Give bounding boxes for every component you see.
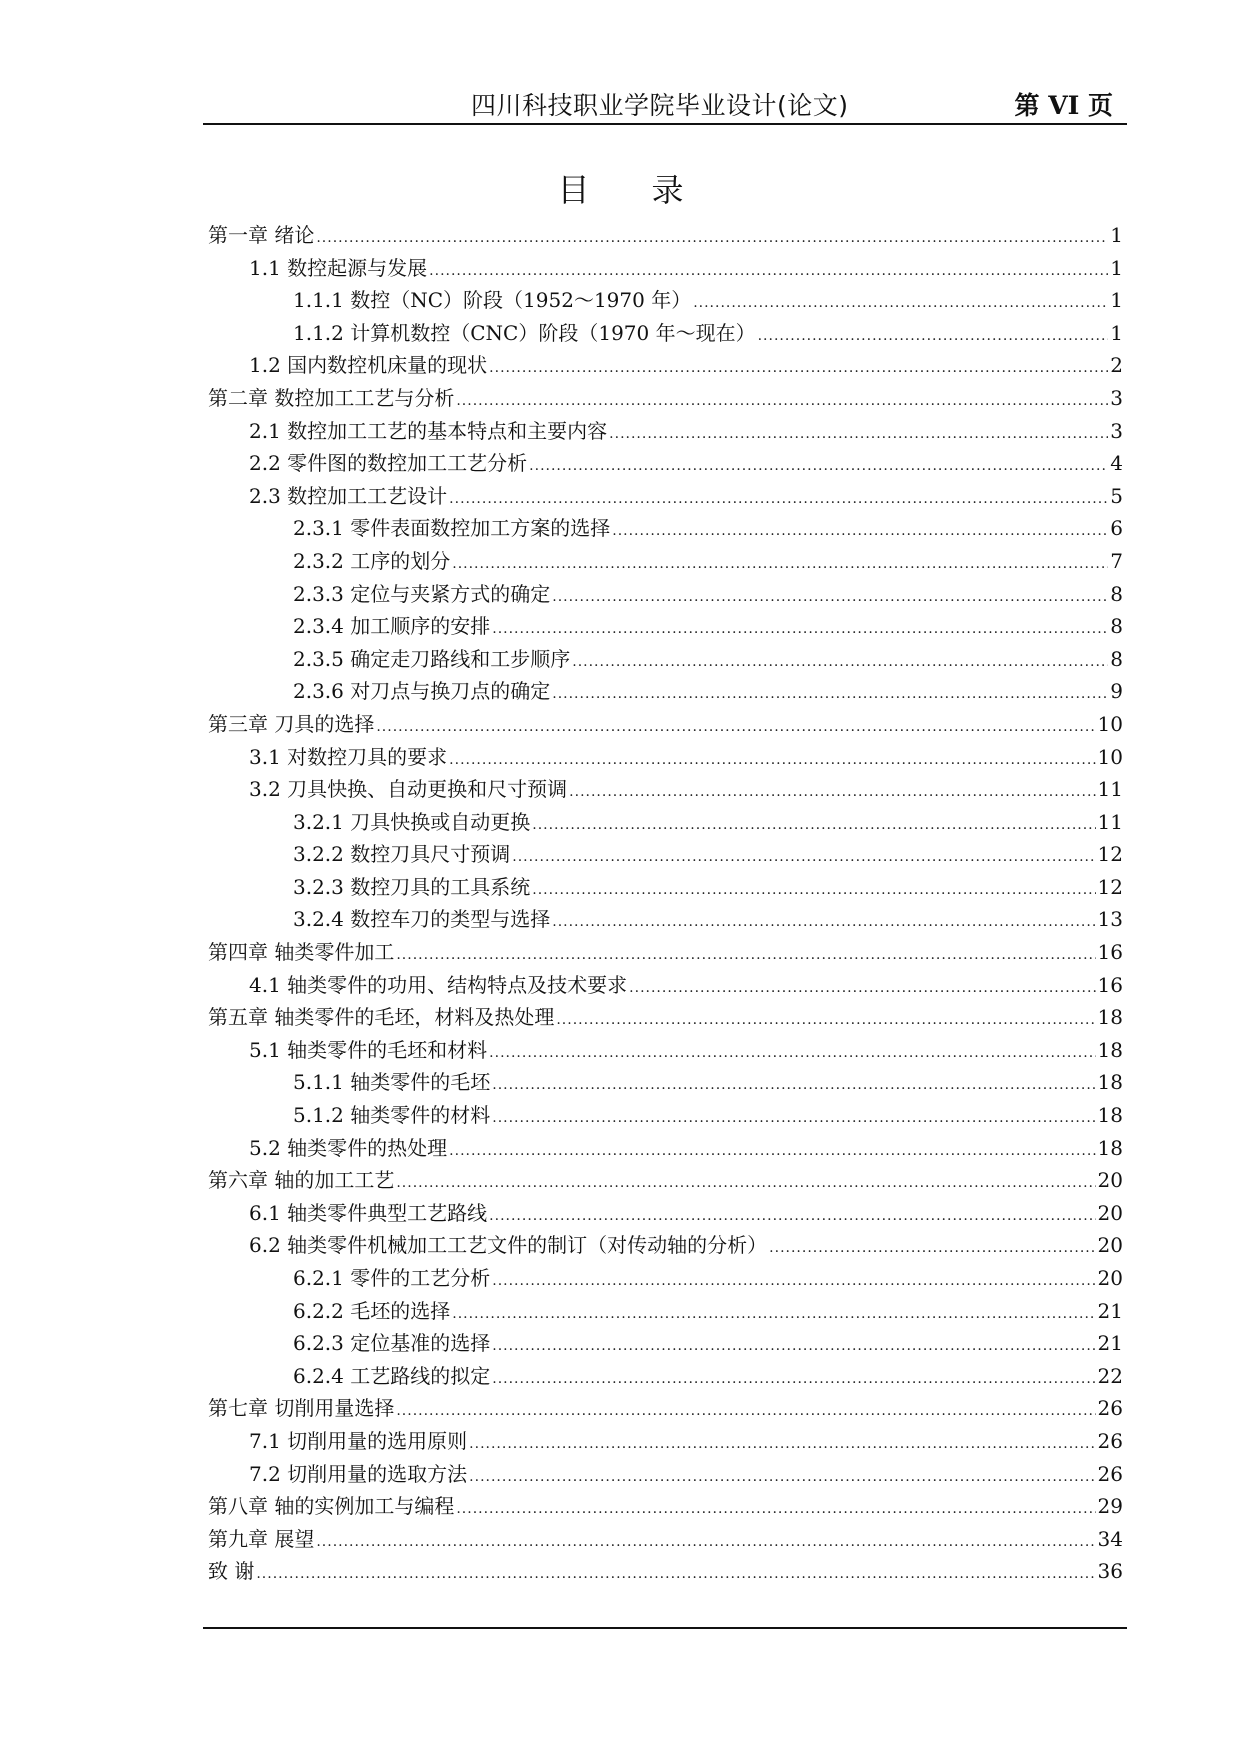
toc-entry-label: 3.2.4 数控车刀的类型与选择 bbox=[293, 907, 551, 932]
toc-entry-label: 7.2 切削用量的选取方法 bbox=[249, 1461, 468, 1486]
toc-entry-label: 3.2.3 数控刀具的工具系统 bbox=[293, 874, 531, 899]
toc-entry[interactable] bbox=[208, 1066, 1123, 1099]
toc-entry[interactable] bbox=[208, 1099, 1123, 1132]
toc-dot-leader bbox=[449, 483, 1108, 516]
toc-entry-label: 4.1 轴类零件的功用、结构特点及技术要求 bbox=[249, 972, 628, 997]
toc-entry-label: 2.3.4 加工顺序的安排 bbox=[293, 614, 491, 639]
toc-dot-leader bbox=[489, 1200, 1095, 1233]
toc-entry-page: 16 bbox=[1097, 940, 1123, 965]
toc-entry[interactable] bbox=[208, 1523, 1123, 1556]
toc-dot-leader bbox=[556, 1004, 1095, 1037]
toc-entry-label: 2.2 零件图的数控加工工艺分析 bbox=[249, 451, 528, 476]
toc-entry-label: 6.2.2 毛坯的选择 bbox=[293, 1298, 451, 1323]
toc-entry-label: 2.3 数控加工工艺设计 bbox=[249, 483, 448, 508]
toc-entry-page: 12 bbox=[1097, 842, 1123, 867]
toc-entry[interactable] bbox=[208, 252, 1123, 285]
toc-entry-page: 18 bbox=[1097, 1037, 1123, 1062]
toc-entry-label: 1.1.1 数控（NC）阶段（1952～1970 年） bbox=[293, 288, 692, 313]
toc-entry[interactable] bbox=[208, 578, 1123, 611]
toc-entry[interactable] bbox=[208, 1458, 1123, 1491]
toc-entry[interactable] bbox=[208, 512, 1123, 545]
toc-entry-label: 第八章 轴的实例加工与编程 bbox=[208, 1494, 455, 1519]
toc-dot-leader bbox=[396, 1167, 1095, 1200]
toc-entry-label: 第九章 展望 bbox=[208, 1526, 315, 1551]
toc-dot-leader bbox=[469, 1428, 1095, 1461]
toc-entry-page: 34 bbox=[1097, 1526, 1123, 1551]
toc-entry-page: 7 bbox=[1110, 548, 1123, 573]
toc-entry-page: 11 bbox=[1097, 809, 1123, 834]
toc-entry-label: 1.1.2 计算机数控（CNC）阶段（1970 年～现在） bbox=[293, 320, 756, 345]
toc-entry-page: 21 bbox=[1097, 1298, 1123, 1323]
toc-dot-leader bbox=[552, 906, 1095, 939]
toc-dot-leader bbox=[769, 1232, 1095, 1265]
toc-dot-leader bbox=[376, 711, 1095, 744]
toc-entry-page: 20 bbox=[1097, 1168, 1123, 1193]
toc-dot-leader bbox=[492, 613, 1108, 646]
toc-entry-label: 第一章 绪论 bbox=[208, 223, 315, 247]
toc-entry-page: 20 bbox=[1097, 1266, 1123, 1290]
toc-entry[interactable] bbox=[208, 1132, 1123, 1165]
toc-entry[interactable] bbox=[208, 1197, 1123, 1230]
toc-entry[interactable] bbox=[208, 219, 1123, 252]
toc-entry-label: 6.2.4 工艺路线的拟定 bbox=[293, 1363, 491, 1388]
page-header bbox=[203, 80, 1127, 124]
toc-entry-label: 3.2.2 数控刀具尺寸预调 bbox=[293, 842, 511, 867]
toc-entry-page: 20 bbox=[1097, 1200, 1123, 1225]
toc-entry-label: 2.3.2 工序的划分 bbox=[293, 548, 451, 573]
toc-entry[interactable] bbox=[208, 480, 1123, 513]
toc-dot-leader bbox=[396, 939, 1095, 972]
toc-entry-label: 3.2.1 刀具快换或自动更换 bbox=[293, 809, 531, 834]
toc-entry-page: 22 bbox=[1097, 1363, 1123, 1388]
toc-entry-label: 2.1 数控加工工艺的基本特点和主要内容 bbox=[249, 418, 608, 443]
toc-dot-leader bbox=[429, 255, 1108, 288]
toc-entry-page: 6 bbox=[1110, 516, 1123, 541]
toc-dot-leader bbox=[529, 450, 1108, 483]
toc-dot-leader bbox=[512, 841, 1095, 874]
toc-entry[interactable] bbox=[208, 1392, 1123, 1425]
toc-dot-leader bbox=[492, 1330, 1095, 1363]
toc-entry-label: 1.2 国内数控机床量的现状 bbox=[249, 353, 488, 378]
toc-dot-leader bbox=[492, 1069, 1095, 1102]
toc-entry-label: 第五章 轴类零件的毛坯，材料及热处理 bbox=[208, 1005, 555, 1030]
toc-entry[interactable] bbox=[208, 1295, 1123, 1328]
toc-entry[interactable] bbox=[208, 1327, 1123, 1360]
toc-entry[interactable] bbox=[208, 1360, 1123, 1393]
toc-dot-leader bbox=[572, 646, 1108, 679]
toc-entry[interactable] bbox=[208, 1262, 1123, 1295]
toc-entry-page: 10 bbox=[1097, 744, 1123, 769]
toc-dot-leader bbox=[612, 515, 1108, 548]
toc-entry-label: 第三章 刀具的选择 bbox=[208, 711, 375, 736]
toc-dot-leader bbox=[489, 1037, 1095, 1070]
toc-entry-page: 21 bbox=[1097, 1331, 1123, 1356]
toc-dot-leader bbox=[449, 744, 1095, 777]
toc-entry[interactable] bbox=[208, 936, 1123, 969]
toc-entry-label: 2.3.1 零件表面数控加工方案的选择 bbox=[293, 516, 611, 541]
toc-entry[interactable] bbox=[208, 382, 1123, 415]
toc-entry-label: 致 谢 bbox=[208, 1559, 255, 1584]
toc-entry[interactable] bbox=[208, 969, 1123, 1002]
toc-entry[interactable] bbox=[208, 806, 1123, 839]
toc-entry[interactable] bbox=[208, 773, 1123, 806]
toc-entry[interactable] bbox=[208, 1425, 1123, 1458]
toc-entry-page: 4 bbox=[1110, 451, 1123, 476]
toc-entry[interactable] bbox=[208, 1034, 1123, 1067]
toc-entry[interactable] bbox=[208, 447, 1123, 480]
toc-entry[interactable] bbox=[208, 349, 1123, 382]
toc-dot-leader bbox=[469, 1461, 1095, 1494]
toc-entry-label: 5.1.1 轴类零件的毛坯 bbox=[293, 1070, 491, 1095]
toc-entry-label: 6.1 轴类零件典型工艺路线 bbox=[249, 1200, 488, 1225]
toc-entry[interactable] bbox=[208, 545, 1123, 578]
toc-entry-label: 3.1 对数控刀具的要求 bbox=[249, 744, 448, 769]
toc-dot-leader bbox=[532, 809, 1095, 842]
toc-dot-leader bbox=[492, 1102, 1095, 1135]
toc-entry-label: 3.2 刀具快换、自动更换和尺寸预调 bbox=[249, 777, 568, 802]
toc-entry[interactable] bbox=[208, 317, 1123, 350]
toc-entry[interactable] bbox=[208, 610, 1123, 643]
toc-dot-leader bbox=[452, 1298, 1095, 1331]
toc-entry-label: 7.1 切削用量的选用原则 bbox=[249, 1428, 468, 1453]
toc-entry[interactable] bbox=[208, 1490, 1123, 1523]
toc-dot-leader bbox=[552, 581, 1108, 614]
toc-dot-leader bbox=[492, 1363, 1095, 1396]
toc-entry-page: 1 bbox=[1110, 223, 1123, 247]
toc-dot-leader bbox=[456, 385, 1108, 418]
toc-entry[interactable] bbox=[208, 675, 1123, 708]
toc-entry-page: 5 bbox=[1110, 483, 1123, 508]
toc-entry-page: 26 bbox=[1097, 1396, 1123, 1421]
toc-dot-leader bbox=[489, 352, 1108, 385]
toc-dot-leader bbox=[758, 320, 1109, 353]
toc-dot-leader bbox=[316, 1526, 1095, 1559]
toc-entry-label: 5.1 轴类零件的毛坯和材料 bbox=[249, 1037, 488, 1062]
toc-entry-page: 3 bbox=[1110, 418, 1123, 443]
toc-entry-page: 1 bbox=[1110, 255, 1123, 280]
toc-entry-page: 11 bbox=[1097, 777, 1123, 802]
toc-entry[interactable] bbox=[208, 1229, 1123, 1262]
toc-entry[interactable] bbox=[208, 871, 1123, 904]
toc-dot-leader bbox=[396, 1395, 1095, 1428]
toc-entry-page: 12 bbox=[1097, 874, 1123, 899]
toc-entry[interactable] bbox=[208, 415, 1123, 448]
toc-dot-leader bbox=[316, 222, 1108, 255]
toc-entry-page: 26 bbox=[1097, 1461, 1123, 1486]
table-of-contents bbox=[208, 219, 1123, 1588]
toc-dot-leader bbox=[492, 1265, 1095, 1298]
toc-entry-label: 5.1.2 轴类零件的材料 bbox=[293, 1103, 491, 1128]
toc-entry-page: 1 bbox=[1110, 320, 1123, 345]
toc-entry-label: 2.3.3 定位与夹紧方式的确定 bbox=[293, 581, 551, 606]
toc-entry-page: 29 bbox=[1097, 1494, 1123, 1519]
toc-dot-leader bbox=[552, 678, 1108, 711]
toc-entry-label: 第六章 轴的加工工艺 bbox=[208, 1168, 395, 1193]
toc-entry-page: 36 bbox=[1097, 1559, 1123, 1584]
toc-entry-page: 3 bbox=[1110, 385, 1123, 410]
toc-entry-label: 6.2 轴类零件机械加工工艺文件的制订（对传动轴的分析） bbox=[249, 1233, 768, 1258]
toc-entry[interactable] bbox=[208, 838, 1123, 871]
toc-entry-page: 2 bbox=[1110, 353, 1123, 378]
toc-dot-leader bbox=[449, 1135, 1095, 1168]
header-title: 四川科技职业学院毕业设计(论文) bbox=[471, 91, 849, 120]
toc-dot-leader bbox=[456, 1493, 1095, 1526]
toc-entry[interactable] bbox=[208, 903, 1123, 936]
toc-entry-label: 第二章 数控加工工艺与分析 bbox=[208, 385, 455, 410]
toc-entry-page: 13 bbox=[1097, 907, 1123, 932]
toc-entry-label: 第四章 轴类零件加工 bbox=[208, 940, 395, 965]
toc-entry-page: 8 bbox=[1110, 614, 1123, 639]
toc-entry-label: 5.2 轴类零件的热处理 bbox=[249, 1135, 448, 1160]
toc-entry[interactable] bbox=[208, 708, 1123, 741]
toc-entry-page: 8 bbox=[1110, 581, 1123, 606]
toc-entry[interactable] bbox=[208, 1555, 1123, 1588]
toc-entry-label: 第七章 切削用量选择 bbox=[208, 1396, 395, 1421]
toc-entry-label: 6.2.3 定位基准的选择 bbox=[293, 1331, 491, 1356]
footer-rule bbox=[203, 1627, 1127, 1629]
toc-entry-page: 16 bbox=[1097, 972, 1123, 997]
header-page-number: 第 VI 页 bbox=[1014, 91, 1113, 120]
toc-dot-leader bbox=[256, 1558, 1095, 1591]
toc-dot-leader bbox=[452, 548, 1108, 581]
header-rule bbox=[203, 123, 1127, 125]
toc-entry-page: 26 bbox=[1097, 1428, 1123, 1453]
toc-entry[interactable] bbox=[208, 1001, 1123, 1034]
toc-entry[interactable] bbox=[208, 1164, 1123, 1197]
toc-dot-leader bbox=[569, 776, 1095, 809]
toc-entry-page: 10 bbox=[1097, 711, 1123, 736]
toc-dot-leader bbox=[609, 418, 1108, 451]
toc-entry-label: 2.3.5 确定走刀路线和工步顺序 bbox=[293, 646, 571, 671]
toc-entry-page: 18 bbox=[1097, 1135, 1123, 1160]
toc-entry-page: 18 bbox=[1097, 1070, 1123, 1095]
toc-entry-page: 8 bbox=[1110, 646, 1123, 671]
toc-entry-label: 1.1 数控起源与发展 bbox=[249, 255, 428, 280]
toc-dot-leader bbox=[629, 972, 1095, 1005]
toc-entry-page: 18 bbox=[1097, 1005, 1123, 1030]
toc-entry-label: 2.3.6 对刀点与换刀点的确定 bbox=[293, 679, 551, 704]
toc-entry[interactable] bbox=[208, 284, 1123, 317]
toc-entry-page: 20 bbox=[1097, 1233, 1123, 1258]
toc-entry-page: 18 bbox=[1097, 1103, 1123, 1128]
toc-entry-label: 6.2.1 零件的工艺分析 bbox=[293, 1266, 491, 1290]
toc-entry[interactable] bbox=[208, 741, 1123, 774]
toc-title: 目录 bbox=[557, 171, 746, 209]
toc-dot-leader bbox=[693, 287, 1108, 320]
toc-dot-leader bbox=[532, 874, 1095, 907]
toc-entry[interactable] bbox=[208, 643, 1123, 676]
toc-entry-page: 1 bbox=[1110, 288, 1123, 313]
toc-entry-page: 9 bbox=[1110, 679, 1123, 704]
